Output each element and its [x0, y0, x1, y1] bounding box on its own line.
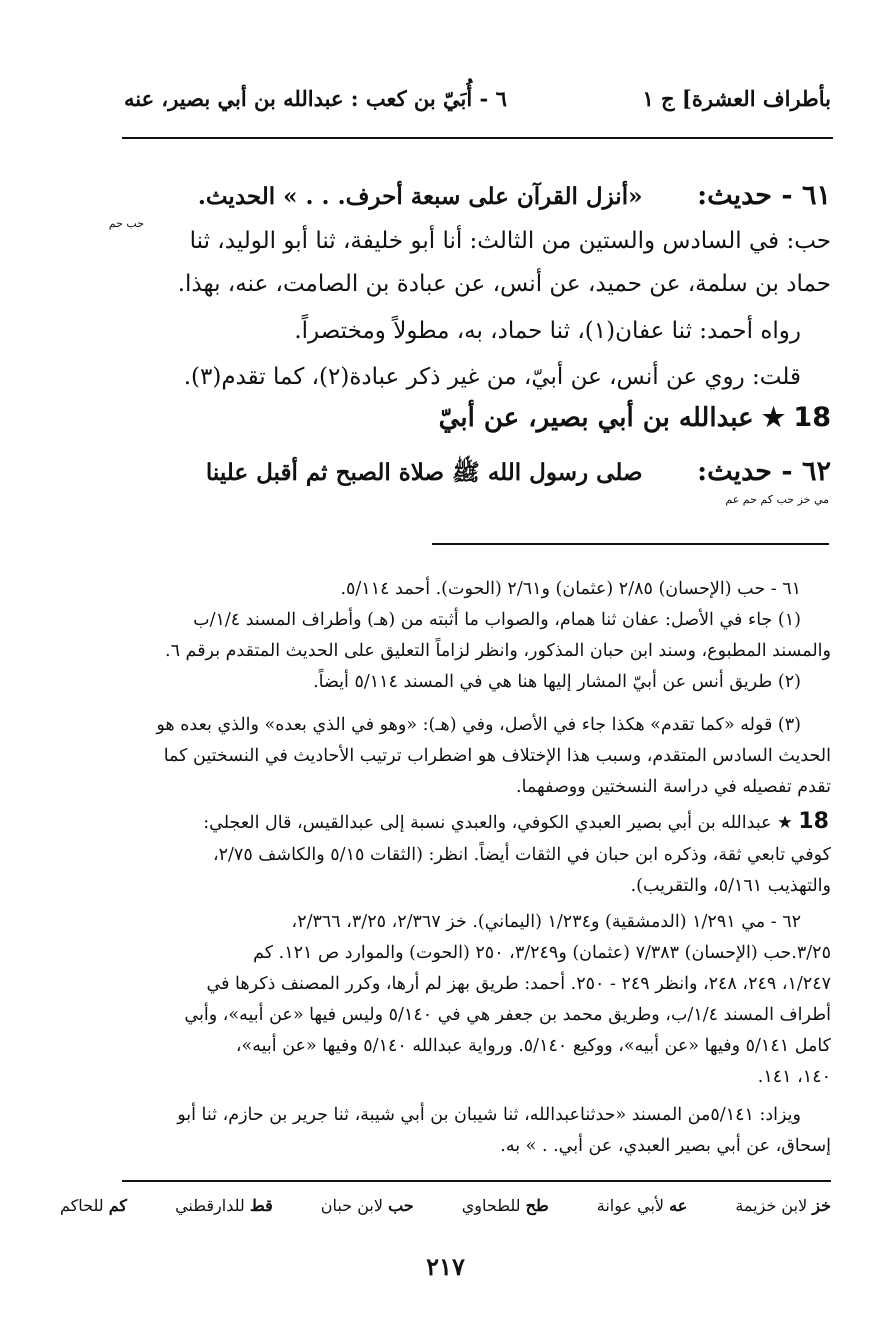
section-18-number: 18: [793, 402, 831, 433]
abbreviations-key: [60, 1196, 831, 1215]
abbreviation-item: كم للحاكم: [60, 1196, 128, 1215]
footnote-2: (٢) طريق أنس عن أبيّ المشار إليها هنا هي في المسند ٥/١١٤ أيضاً.: [313, 672, 801, 692]
footnote-separator: [432, 543, 829, 545]
hadith-61-label: ٦١ - حديث:: [697, 180, 831, 211]
abbreviation-item: طح للطحاوي: [461, 1196, 549, 1215]
running-header-right: بأطراف العشرة] ج ١: [642, 86, 831, 111]
page-number: ٢١٧: [426, 1252, 465, 1281]
footnote-3-line-1: (٣) قوله «كما تقدم» هكذا جاء في الأصل، وفي (هـ): «وهو في الذي بعده» والذي بعده هو: [156, 715, 801, 735]
star-icon: ★: [761, 403, 786, 433]
hadith-62-label: ٦٢ - حديث:: [697, 456, 831, 487]
hadith-62-text: صلى رسول الله ﷺ صلاة الصبح ثم أقبل علينا: [205, 459, 643, 486]
footnote-1-line-2: والمسند المطبوع، وسند ابن حبان المذكور، وانظر لزاماً التعليق على الحديث المتقدم برقم ٦.: [165, 641, 831, 661]
paragraph-3: قلت: روي عن أنس، عن أبيّ، من غير ذكر عبادة(٢)، كما تقدم(٣).: [183, 364, 801, 390]
hadith-61-heading: [60, 180, 831, 211]
abbreviation-item: خز لابن خزيمة: [735, 1196, 831, 1215]
hadith-61-text: «أنزل القرآن على سبعة أحرف. . . » الحديث.: [197, 183, 643, 210]
bio-18-line-2: كوفي تابعي ثقة، وذكره ابن حبان في الثقات أيضاً. انظر: (الثقات ٥/١٥ والكاشف ٢/٧٥،: [212, 845, 831, 865]
running-header-left: ٦ - أُبَيّ بن كعب : عبدالله بن أبي بصير، عنه: [124, 86, 507, 111]
footnote-62-line-6: ١٤٠، ١٤١.: [757, 1067, 831, 1087]
footnote-62-line-1: ٦٢ - مي ١/٢٩١ (الدمشقية) و١/٢٣٤ (اليماني). خز ٢/٣٦٧، ٣/٢٥، ٢/٣٦٦،: [291, 912, 801, 932]
abbreviation-item: حب لابن حبان: [320, 1196, 414, 1215]
footnote-3-line-2: الحديث السادس المتقدم، وسبب هذا الإختلاف هو اضطراب ترتيب الأحاديث في النسختين كما: [163, 746, 831, 766]
footnote-3-line-3: تقدم تفصيله في دراسة النسختين ووصفهما.: [516, 777, 831, 797]
paragraph-1-line-2: حماد بن سلمة، عن حميد، عن أنس، عن عبادة بن الصامت، عنه، بهذا.: [177, 271, 831, 297]
footnote-1-line-1: (١) جاء في الأصل: عفان ثنا همام، والصواب ما أثبته من (هـ) وأطراف المسند ١/٤/ب: [193, 610, 801, 630]
section-18-heading: [60, 402, 831, 433]
footnote-62-line-2: ٣/٢٥.حب (الإحسان) ٧/٣٨٣ (عثمان) و٣/٢٤٩، ٢٥٠ (الحوت) والموارد ص ١٢١. كم: [253, 943, 831, 963]
paragraph-1-line-1: حب: في السادس والستين من الثالث: أنا أبو خليفة، ثنا أبو الوليد، ثنا: [189, 228, 831, 254]
bio-18-text: ★ عبدالله بن أبي بصير العبدي الكوفي، والعبدي نسبة إلى عبدالقيس، قال العجلي:: [203, 813, 793, 833]
hadith-62-source-marks: مي خز حب كم حم عم: [725, 493, 829, 506]
footnote-61: ٦١ - حب (الإحسان) ٢/٨٥ (عثمان) و٢/٦١ (الحوت). أحمد ٥/١١٤.: [340, 579, 801, 599]
section-18-title: عبدالله بن أبي بصير، عن أبيّ: [438, 403, 754, 433]
footnote-62-line-4: أطراف المسند ١/٤/ب، وطريق محمد بن جعفر هي في ٥/١٤٠ وليس فيها «عن أبيه»، وأبي: [184, 1005, 831, 1025]
bio-18-line-3: والتهذيب ٥/١٦١، والتقريب).: [630, 876, 831, 896]
abbreviations-rule: [122, 1180, 831, 1182]
addendum-line-1: ويزاد: ٥/١٤١من المسند «حدثناعبدالله، ثنا شيبان بن أبي شيبة، ثنا جرير بن حازم، ثنا أبو: [177, 1105, 801, 1125]
footnote-62-line-3: ١/٢٤٧، ٢٤٩، ٢٤٨، وانظر ٢٤٩ - ٢٥٠. أحمد: طريق بهز لم أرها، وكرر المصنف ذكرها في: [206, 974, 831, 994]
addendum-line-2: إسحاق، عن أبي بصير العبدي، عن أبي. . » به.: [500, 1136, 831, 1156]
footnote-62-line-5: كامل ٥/١٤١ وفيها «عن أبيه»، ووكيع ٥/١٤٠. ورواية عبدالله ٥/١٤٠ وفيها «عن أبيه»،: [235, 1036, 831, 1056]
abbreviation-item: قط للدارقطني: [175, 1196, 273, 1215]
abbreviation-item: عه لأبي عوانة: [596, 1196, 688, 1215]
bio-18-line-1: [60, 806, 829, 839]
hadith-62-heading: [60, 456, 831, 492]
bio-18-number: 18: [798, 809, 829, 834]
paragraph-2: رواه أحمد: ثنا عفان(١)، ثنا حماد، به، مطولاً ومختصراً.: [294, 318, 801, 344]
header-rule: [122, 137, 833, 139]
hadith-61-source-marks: حب حم: [108, 217, 144, 230]
